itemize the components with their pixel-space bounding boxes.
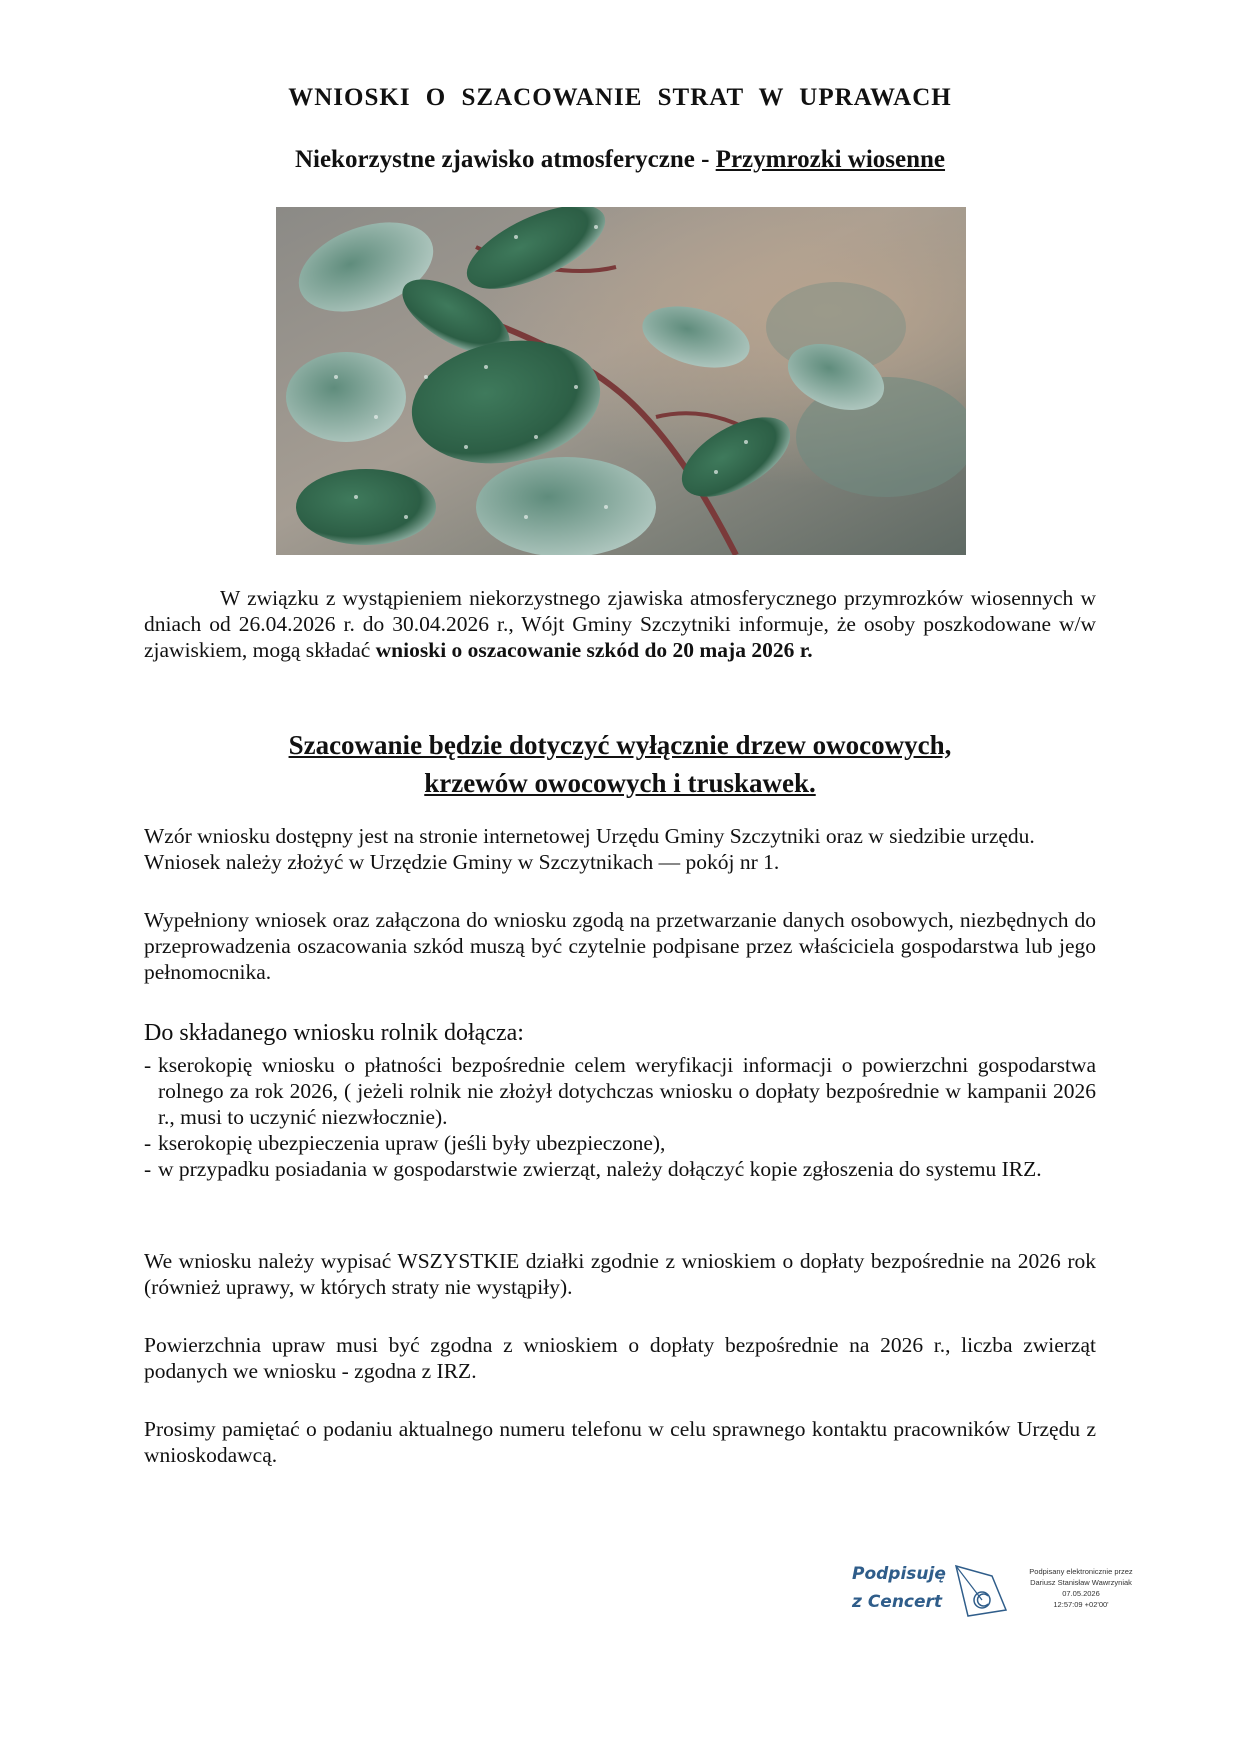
signer-name: Dariusz Stanisław Wawrzyniak [1030,1578,1132,1587]
paragraph-area: Powierzchnia upraw musi być zgodna z wnioskiem o dopłaty bezpośrednie na 2026 r., liczba zwierząt podanych we wniosku - zgodna z IRZ. [144,1333,1096,1383]
pen-nib-icon [948,1560,1010,1622]
logo-line-1: Podpisuję [852,1564,946,1584]
attachments-list [144,1052,1096,1182]
document-title: WNIOSKI O SZACOWANIE STRAT W UPRAWACH [288,84,952,111]
intro-paragraph [144,585,1096,663]
paragraph-phone: Prosimy pamiętać o podaniu aktualnego numeru telefonu w celu sprawnego kontaktu pracowników Urzędu z wnioskodawcą. [144,1417,1096,1467]
signature-time: 12:57:09 +02'00' [1053,1600,1109,1609]
list-item: - kserokopię wniosku o płatności bezpośrednie celem weryfikacji informacji o powierzchni gospodarstwa rolnego za rok 2026, ( jeżeli rolnik nie złożył dotychczas wniosku o dopłaty bezpośrednie w kampanii 2026 r., musi to uczynić niezwłocznie). [144,1052,1096,1130]
scope-line-1: Szacowanie będzie dotyczyć wyłącznie drzew owocowych, [288,730,952,760]
paragraph-plots: We wniosku należy wypisać WSZYSTKIE działki zgodnie z wnioskiem o dopłaty bezpośrednie na 2026 rok (również uprawy, w których straty nie wystąpiły). [144,1249,1096,1299]
scope-line-2: krzewów owocowych i truskawek. [424,768,816,798]
signature-date: 07.05.2026 [1062,1589,1100,1598]
logo-line-2: z Cencert [852,1592,943,1612]
paragraph-signatures: Wypełniony wniosek oraz załączona do wniosku zgodą na przetwarzanie danych osobowych, niezbędnych do przeprowadzenia oszacowania szkód muszą być czytelnie podpisane przez właściciela gospodarstwa lub jego pełnomocnika. [144,908,1096,984]
electronic-signature-info [1026,1566,1136,1610]
attachments-heading: Do składanego wniosku rolnik dołącza: [144,1020,524,1046]
paragraph-form-availability: Wzór wniosku dostępny jest na stronie internetowej Urzędu Gminy Szczytniki oraz w siedzibie urzędu. Wniosek należy złożyć w Urzędzie Gminy w Szczytnikach — pokój nr 1. [144,824,1035,874]
signature-label: Podpisany elektronicznie przez [1029,1567,1133,1576]
frost-leaves-photo [276,207,966,555]
intro-text: W związku z wystąpieniem niekorzystnego zjawiska atmosferycznego przymrozków wiosennych w dniach od 26.04.2026 r. do 30.04.2026 r., Wójt Gminy Szczytniki informuje, że osoby poszkodowane w/w zjawiskiem, mogą składać [144,586,1096,662]
subtitle-prefix: Niekorzystne zjawisko atmosferyczne - [294,146,716,173]
scope-notice [0,726,1240,802]
cencert-logo [850,1560,1010,1622]
document-subtitle [0,146,1240,174]
subtitle-emphasis: Przymrozki wiosenne [715,146,946,173]
list-item: - w przypadku posiadania w gospodarstwie zwierząt, należy dołączyć kopie zgłoszenia do systemu IRZ. [144,1156,1096,1182]
intro-deadline: wnioski o oszacowanie szkód do 20 maja 2026 r. [375,638,813,662]
list-item: - kserokopię ubezpieczenia upraw (jeśli były ubezpieczone), [144,1130,1096,1156]
